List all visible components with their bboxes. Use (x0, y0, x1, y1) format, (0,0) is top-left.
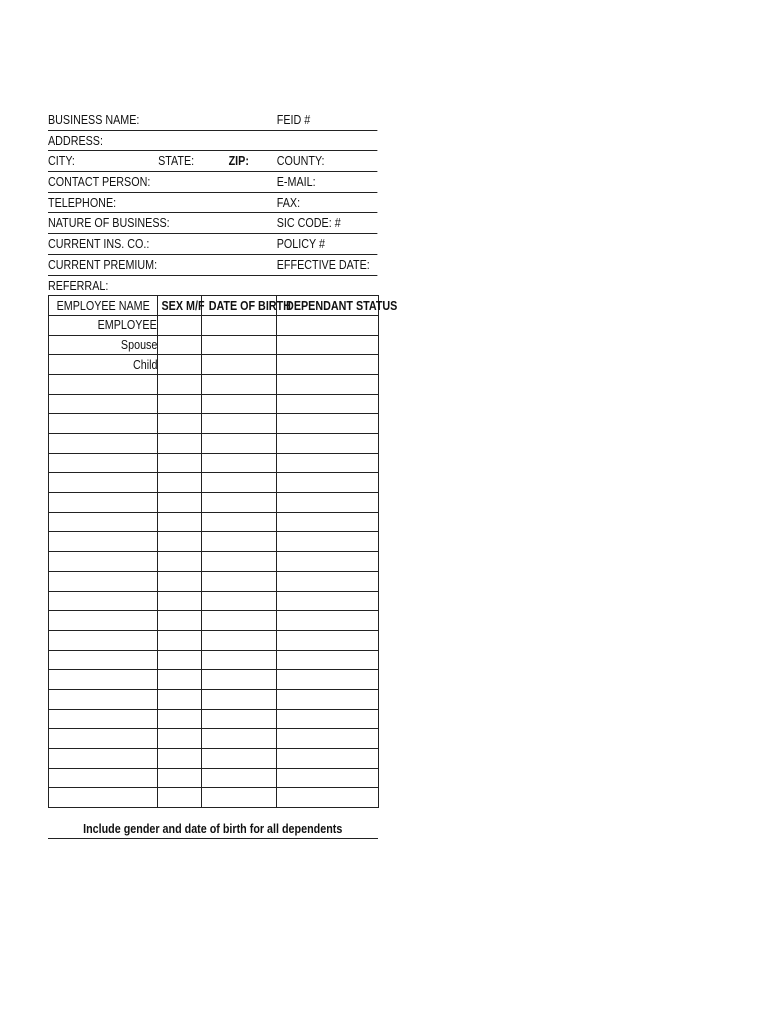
table-row (49, 670, 379, 690)
sic-code-label: SIC CODE: # (276, 216, 341, 231)
dependant-status-cell[interactable] (277, 611, 379, 631)
table-row (49, 788, 379, 808)
sex-cell[interactable] (158, 670, 202, 690)
date-of-birth-cell[interactable] (202, 315, 277, 335)
sex-cell[interactable] (158, 394, 202, 414)
date-of-birth-cell[interactable] (202, 670, 277, 690)
dependant-status-cell[interactable] (277, 315, 379, 335)
employee-name-cell[interactable] (49, 434, 158, 454)
date-of-birth-header: DATE OF BIRTH (202, 296, 277, 316)
date-of-birth-cell[interactable] (202, 768, 277, 788)
table-row (49, 335, 379, 355)
employee-name-cell[interactable] (49, 571, 158, 591)
city-label: CITY: (48, 154, 75, 169)
dependant-status-cell[interactable] (277, 689, 379, 709)
dependant-status-cell[interactable] (277, 394, 379, 414)
date-of-birth-cell[interactable] (202, 453, 277, 473)
employee-name-cell[interactable] (49, 709, 158, 729)
sex-cell[interactable] (158, 414, 202, 434)
employee-name-cell[interactable] (49, 788, 158, 808)
date-of-birth-cell[interactable] (202, 709, 277, 729)
current-premium-label: CURRENT PREMIUM: (48, 257, 158, 272)
employee-name-cell[interactable] (49, 512, 158, 532)
date-of-birth-cell[interactable] (202, 650, 277, 670)
table-row (49, 453, 379, 473)
current-ins-co-label: CURRENT INS. CO.: (48, 237, 150, 252)
date-of-birth-cell[interactable] (202, 571, 277, 591)
table-row (49, 552, 379, 572)
dependant-status-cell[interactable] (277, 374, 379, 394)
policy-label: POLICY # (276, 237, 325, 252)
table-row (49, 749, 379, 769)
date-of-birth-cell[interactable] (202, 414, 277, 434)
dependant-status-cell[interactable] (277, 650, 379, 670)
dependant-status-header: DEPENDANT STATUS (277, 296, 379, 316)
date-of-birth-cell[interactable] (202, 473, 277, 493)
table-row (49, 689, 379, 709)
sex-cell[interactable] (158, 532, 202, 552)
dependant-status-cell[interactable] (277, 670, 379, 690)
employee-name-header: EMPLOYEE NAME (49, 296, 158, 316)
dependant-status-cell[interactable] (277, 749, 379, 769)
sex-cell[interactable] (158, 434, 202, 454)
employee-name-cell[interactable] (49, 394, 158, 414)
contact-person-label: CONTACT PERSON: (48, 175, 151, 190)
date-of-birth-cell[interactable] (202, 611, 277, 631)
date-of-birth-cell[interactable] (202, 729, 277, 749)
sex-cell[interactable] (158, 611, 202, 631)
business-name-label: BUSINESS NAME: (48, 113, 140, 127)
sex-cell[interactable] (158, 374, 202, 394)
sex-cell[interactable] (158, 473, 202, 493)
date-of-birth-cell[interactable] (202, 434, 277, 454)
row-address[interactable] (48, 131, 377, 152)
employee-name-cell[interactable] (49, 453, 158, 473)
row-telephone[interactable] (48, 193, 377, 214)
sex-cell[interactable] (158, 591, 202, 611)
employee-name-cell[interactable] (49, 355, 158, 375)
date-of-birth-cell[interactable] (202, 532, 277, 552)
employee-name-cell[interactable] (49, 532, 158, 552)
table-row (49, 532, 379, 552)
referral-label: REFERRAL: (48, 278, 109, 293)
date-of-birth-cell[interactable] (202, 335, 277, 355)
employee-name-cell[interactable] (49, 689, 158, 709)
table-row (49, 434, 379, 454)
telephone-label: TELEPHONE: (48, 195, 117, 210)
employee-census-table (48, 295, 398, 808)
sex-cell[interactable] (158, 729, 202, 749)
dependant-status-cell[interactable] (277, 768, 379, 788)
table-row (49, 650, 379, 670)
dependant-status-cell[interactable] (277, 709, 379, 729)
date-of-birth-cell[interactable] (202, 630, 277, 650)
date-of-birth-cell[interactable] (202, 689, 277, 709)
table-row (49, 473, 379, 493)
footnote (48, 820, 378, 839)
date-of-birth-cell[interactable] (202, 591, 277, 611)
sex-cell[interactable] (158, 749, 202, 769)
date-of-birth-cell[interactable] (202, 374, 277, 394)
employee-name-cell[interactable] (49, 749, 158, 769)
table-row (49, 571, 379, 591)
employee-name-cell[interactable] (49, 591, 158, 611)
employee-name-cell[interactable] (49, 768, 158, 788)
row-label: EMPLOYEE (97, 318, 157, 333)
employee-name-cell[interactable] (49, 650, 158, 670)
employee-name-cell[interactable] (49, 670, 158, 690)
sex-cell[interactable] (158, 355, 202, 375)
dependant-status-cell[interactable] (277, 788, 379, 808)
row-referral[interactable] (48, 276, 377, 296)
table-row (49, 512, 379, 532)
sex-cell[interactable] (158, 709, 202, 729)
table-row (49, 414, 379, 434)
row-current-ins[interactable] (48, 234, 377, 255)
sex-cell[interactable] (158, 571, 202, 591)
row-current-premium[interactable] (48, 255, 377, 276)
date-of-birth-cell[interactable] (202, 512, 277, 532)
table-row (49, 394, 379, 414)
date-of-birth-cell[interactable] (202, 552, 277, 572)
employee-name-cell[interactable] (49, 729, 158, 749)
date-of-birth-cell[interactable] (202, 394, 277, 414)
dependant-status-cell[interactable] (277, 414, 379, 434)
date-of-birth-cell[interactable] (202, 355, 277, 375)
row-contact[interactable] (48, 172, 377, 193)
sex-cell[interactable] (158, 788, 202, 808)
sex-cell[interactable] (158, 493, 202, 513)
census-form (48, 110, 398, 808)
date-of-birth-cell[interactable] (202, 788, 277, 808)
sex-cell[interactable] (158, 453, 202, 473)
employee-name-cell[interactable] (49, 414, 158, 434)
table-row (49, 630, 379, 650)
table-row (49, 768, 379, 788)
dependant-status-cell[interactable] (277, 434, 379, 454)
employee-name-cell[interactable] (49, 374, 158, 394)
table-row (49, 315, 379, 335)
table-row (49, 611, 379, 631)
sex-cell[interactable] (158, 512, 202, 532)
sex-cell[interactable] (158, 630, 202, 650)
dependant-status-cell[interactable] (277, 335, 379, 355)
sex-cell[interactable] (158, 689, 202, 709)
effective-date-label: EFFECTIVE DATE: (276, 257, 370, 272)
sex-cell[interactable] (158, 552, 202, 572)
footnote-text: Include gender and date of birth for all dependents (83, 822, 343, 836)
dependant-status-cell[interactable] (277, 630, 379, 650)
sex-cell[interactable] (158, 650, 202, 670)
sex-cell[interactable] (158, 768, 202, 788)
dependant-status-cell[interactable] (277, 532, 379, 552)
sex-cell[interactable] (158, 315, 202, 335)
table-row (49, 729, 379, 749)
employee-name-cell[interactable] (49, 315, 158, 335)
address-label: ADDRESS: (48, 133, 103, 148)
sex-header: SEX M/F (158, 296, 202, 316)
date-of-birth-cell[interactable] (202, 749, 277, 769)
sex-cell[interactable] (158, 335, 202, 355)
zip-label: ZIP: (228, 154, 249, 169)
dependant-status-cell[interactable] (277, 512, 379, 532)
state-label: STATE: (158, 154, 195, 169)
table-row (49, 709, 379, 729)
row-label: Spouse (120, 337, 157, 352)
dependant-status-cell[interactable] (277, 493, 379, 513)
employee-name-cell[interactable] (49, 493, 158, 513)
row-business-name[interactable] (48, 110, 377, 131)
county-label: COUNTY: (276, 154, 325, 169)
dependant-status-cell[interactable] (277, 591, 379, 611)
table-row (49, 493, 379, 513)
table-row (49, 355, 379, 375)
dependant-status-cell[interactable] (277, 571, 379, 591)
dependant-status-cell[interactable] (277, 473, 379, 493)
row-nature-of-business[interactable] (48, 213, 377, 234)
fax-label: FAX: (276, 195, 301, 210)
dependant-status-cell[interactable] (277, 729, 379, 749)
employee-name-cell[interactable] (49, 473, 158, 493)
employee-name-cell[interactable] (49, 335, 158, 355)
row-label: Child (132, 357, 157, 372)
employee-name-cell[interactable] (49, 611, 158, 631)
employee-name-cell[interactable] (49, 552, 158, 572)
email-label: E-MAIL: (276, 175, 316, 190)
dependant-status-cell[interactable] (277, 453, 379, 473)
nature-of-business-label: NATURE OF BUSINESS: (48, 216, 170, 231)
table-header-row (49, 296, 379, 316)
feid-label: FEID # (276, 113, 311, 127)
row-city[interactable] (48, 151, 377, 172)
date-of-birth-cell[interactable] (202, 493, 277, 513)
employee-name-cell[interactable] (49, 630, 158, 650)
table-row (49, 591, 379, 611)
dependant-status-cell[interactable] (277, 355, 379, 375)
dependant-status-cell[interactable] (277, 552, 379, 572)
table-row (49, 374, 379, 394)
